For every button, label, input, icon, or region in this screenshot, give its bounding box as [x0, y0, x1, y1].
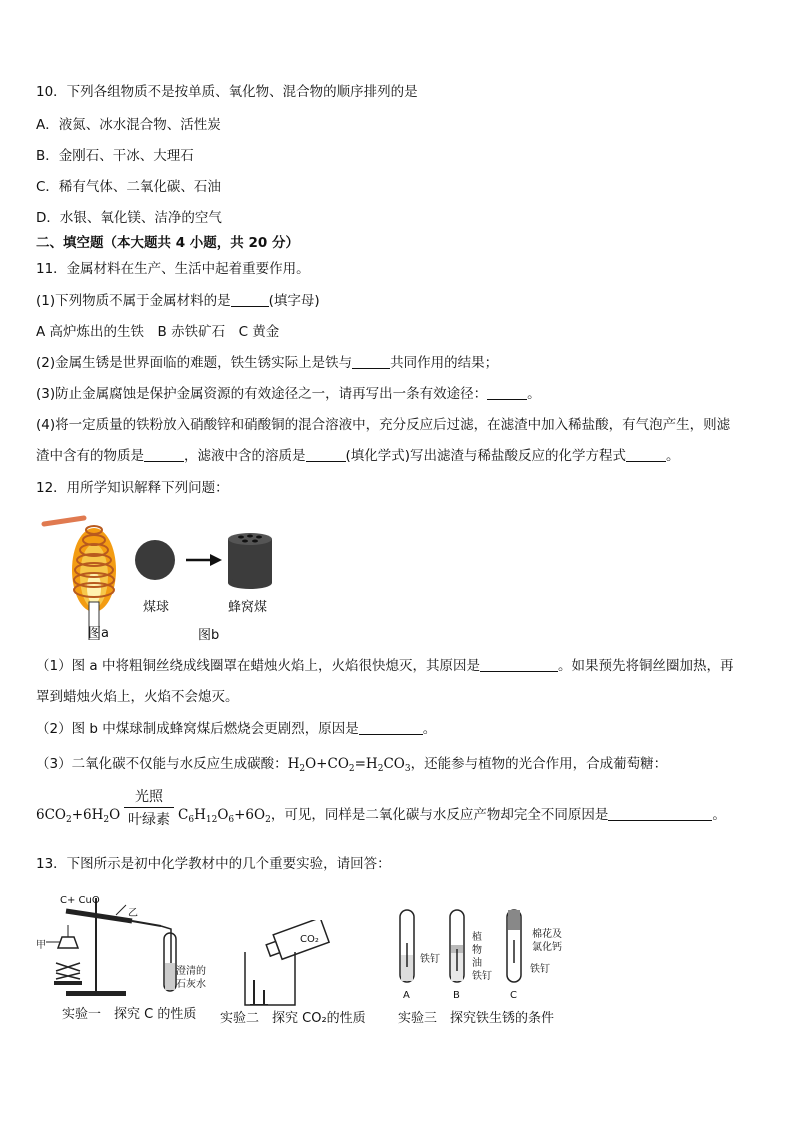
exp2-caption: 实验二 探究 CO₂的性质: [220, 1011, 366, 1026]
exp3-nail-label-b: 铁钉: [472, 971, 492, 982]
experiment-two-apparatus: [240, 920, 350, 1010]
q12-part1-cont: 罩到蜡烛火焰上，火焰不会熄灭。: [36, 689, 239, 705]
answer-blank[interactable]: [487, 385, 527, 400]
q12-part2: （2）图 b 中煤球制成蜂窝煤后燃烧会更剧烈，原因是 。: [36, 721, 437, 737]
answer-blank[interactable]: [352, 354, 390, 369]
photosynthesis-conclusion: $C_6H_{12}O_6+6O_2$，可见，同样是二氧化碳与水反应产物却完全不同原因是 。: [178, 807, 726, 825]
exp3-tube-c-label: C: [510, 990, 517, 1001]
exp3-nail-label-c: 铁钉: [530, 964, 550, 975]
exp2-co2-label: CO₂: [300, 934, 319, 945]
exp1-limewater-label-2: 石灰水: [176, 979, 206, 990]
exp3-nail-label-a: 铁钉: [420, 954, 440, 965]
honeycomb-coal-label: 蜂窝煤: [228, 600, 268, 615]
q11-part1: (1)下列物质不属于金属材料的是 (填字母): [36, 293, 320, 309]
figure-b-label: 图b: [198, 628, 220, 643]
exp3-cotton-label-1: 棉花及: [532, 929, 562, 940]
q10-option-c: C．稀有气体、二氧化碳、石油: [36, 179, 221, 195]
answer-blank[interactable]: [144, 447, 184, 462]
q11-part4-cont: 渣中含有的物质是 ，滤液中含的溶质是 (填化学式)写出滤渣与稀盐酸反应的化学方程式 。: [36, 448, 680, 464]
q12-part3: （3）二氧化碳不仅能与水反应生成碳酸：$H_2O+CO_2=H_2CO_3$，还能参与植物的光合作用，合成葡萄糖：: [36, 756, 668, 774]
answer-blank[interactable]: [626, 447, 666, 462]
candle-copper-coil-figure: [36, 510, 126, 640]
q13-stem: 13．下图所示是初中化学教材中的几个重要实验，请回答：: [36, 856, 391, 872]
photosynthesis-equation: $6CO_2+6H_2O$: [36, 807, 121, 825]
q11-part3: (3)防止金属腐蚀是保护金属资源的有效途径之一，请再写出一条有效途径： 。: [36, 386, 541, 402]
carbonic-acid-equation: $H_2O+CO_2=H_2CO_3$: [287, 756, 411, 774]
reaction-condition: 光照 叶绿素: [124, 786, 174, 829]
exp3-oil-label-1: 植: [472, 932, 482, 943]
q12-part1: （1）图 a 中将粗铜丝绕成线圈罩在蜡烛火焰上，火焰很快熄灭，其原因是 。如果预先将铜丝圈加热，再: [36, 658, 734, 674]
exp1-jia-label: 甲: [36, 940, 46, 951]
q10-option-a: A．液氮、冰水混合物、活性炭: [36, 117, 221, 133]
q11-stem: 11．金属材料在生产、生活中起着重要作用。: [36, 261, 310, 277]
coal-ball-label: 煤球: [143, 600, 170, 615]
q10-stem: 10．下列各组物质不是按单质、氧化物、混合物的顺序排列的是: [36, 84, 418, 100]
exp3-cotton-label-2: 氯化钙: [532, 942, 562, 953]
q11-choices: A 高炉炼出的生铁 B 赤铁矿石 C 黄金: [36, 324, 280, 340]
exp3-oil-label-2: 物: [472, 945, 482, 956]
exp1-caption: 实验一 探究 C 的性质: [62, 1007, 197, 1022]
q10-option-b: B．金刚石、干冰、大理石: [36, 148, 194, 164]
exp3-tube-b-label: B: [453, 990, 460, 1001]
exp3-caption: 实验三 探究铁生锈的条件: [398, 1011, 555, 1026]
coal-ball-honeycomb-figure: [130, 525, 280, 595]
q11-part4: (4)将一定质量的铁粉放入硝酸锌和硝酸铜的混合溶液中，充分反应后过滤，在滤渣中加入稀盐酸，有气泡产生，则滤: [36, 417, 731, 433]
answer-blank[interactable]: [359, 720, 423, 735]
exp1-reagent-label: C+ CuO: [60, 895, 100, 906]
exp3-oil-label-3: 油: [472, 958, 482, 969]
answer-blank[interactable]: [608, 806, 712, 821]
section-title: 二、填空题（本大题共 4 小题，共 20 分）: [36, 235, 299, 251]
glucose-product: $C_6H_{12}O_6+6O_2$: [178, 807, 271, 825]
q10-option-d: D．水银、氧化镁、洁净的空气: [36, 210, 222, 226]
exp1-yi-label: 乙: [128, 908, 138, 919]
figure-a-label: 图a: [88, 626, 109, 641]
q11-part2: (2)金属生锈是世界面临的难题，铁生锈实际上是铁与 共同作用的结果；: [36, 355, 499, 371]
answer-blank[interactable]: [480, 657, 558, 672]
answer-blank[interactable]: [306, 447, 346, 462]
exp1-limewater-label: 澄清的: [176, 966, 206, 977]
exp3-tube-a-label: A: [403, 990, 410, 1001]
answer-blank[interactable]: [231, 292, 269, 307]
q12-stem: 12．用所学知识解释下列问题：: [36, 480, 229, 496]
